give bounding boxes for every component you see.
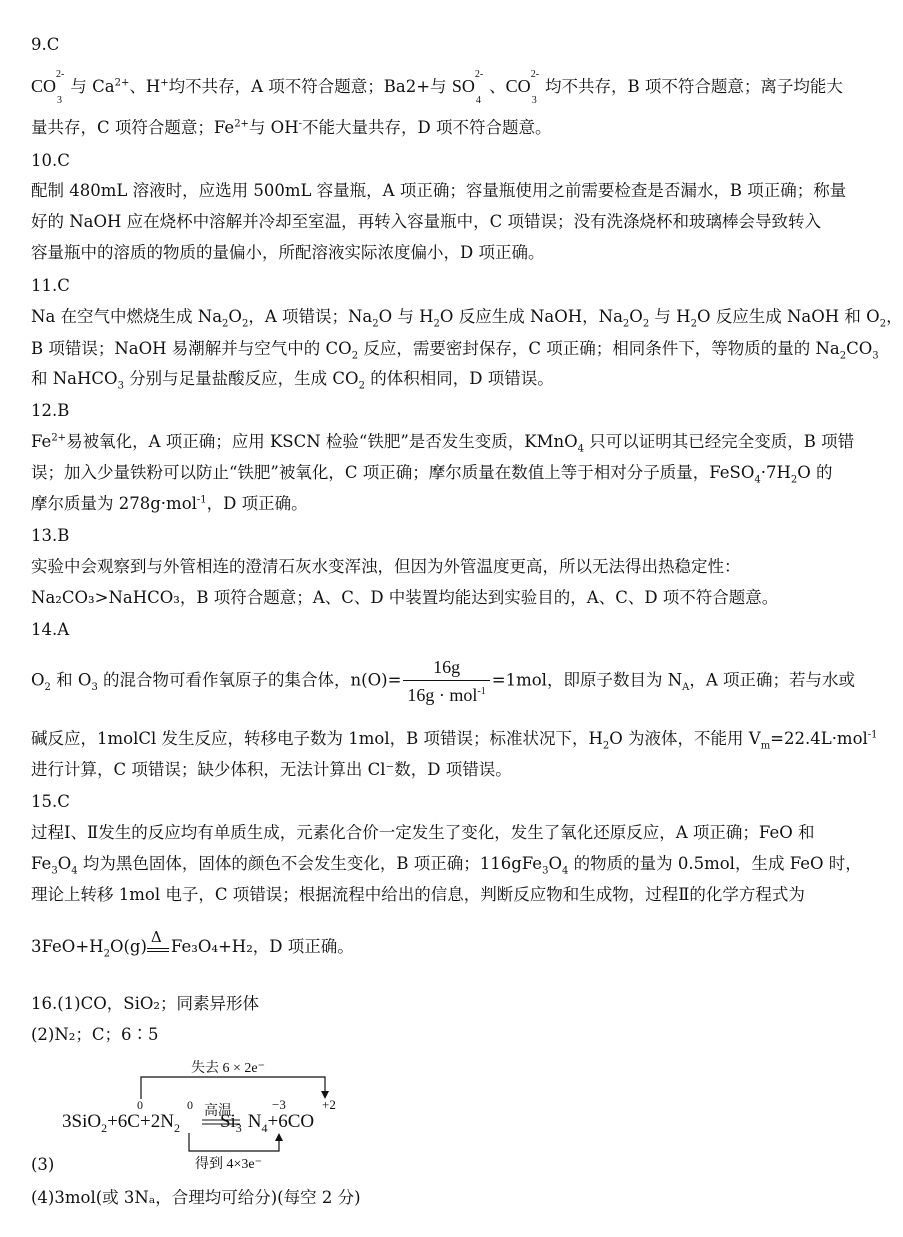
- q10-line3: 容量瓶中的溶质的物质的量偏小，所配溶液实际浓度偏小，D 项正确。: [31, 243, 545, 262]
- q12-label: 12.B: [31, 401, 70, 420]
- q11-line1: Na 在空气中燃烧生成 $Na_2O_2$，A 项错误；$Na_2O$ 与 $H_2O$ 反应生成 NaOH，$Na_2O_2$ 与 $H_2O$ 反应生成 NaOH 和 $O_2$，: [31, 307, 903, 330]
- q15-line3: 理论上转移 1mol 电子，C 项错误；根据流程中给出的信息，判断反应物和生成物，过程Ⅱ的化学方程式为: [31, 885, 805, 904]
- q13-label: 13.B: [31, 526, 70, 545]
- q16-part1: 16.(1)CO，SiO₂；同素异形体: [31, 994, 259, 1013]
- q13-line1: 实验中会观察到与外管相连的澄清石灰水变浑浊，但因为外管温度更高，所以无法得出热稳定性：: [31, 557, 741, 576]
- q11-line3: 和 NaHCO$_3$ 分别与足量盐酸反应，生成 $CO_2$ 的体积相同，D 项错误。: [31, 369, 554, 392]
- lose-label: 失去 6 × 2e⁻: [191, 1061, 265, 1076]
- equals-arrow: Δ: [147, 944, 169, 952]
- gain-label: 得到 4×3e⁻: [195, 1157, 262, 1172]
- q9-line2: 量共存，C 项符合题意；$Fe^{2+}$与 OH-不能大量共存，D 项不符合题意。: [31, 118, 552, 137]
- condition-label: 高温: [204, 1104, 232, 1119]
- q12-line3: 摩尔质量为 278g·mol$^{-1}$，D 项正确。: [31, 494, 308, 513]
- q16-part3: (3): [31, 1155, 55, 1174]
- q14-line3: 进行计算，C 项错误；缺少体积，无法计算出 Cl⁻数，D 项错误。: [31, 760, 512, 779]
- q15-line2: $Fe_3O_4$ 均为黑色固体，固体的颜色不会发生变化，B 项正确；$116gFe_3O_4$ 的物质的量为 0.5mol，生成 FeO 时，: [31, 854, 862, 877]
- q12-line2: 误；加入少量铁粉可以防止“铁肥”被氧化，C 项正确；摩尔质量在数值上等于相对分子质量，$FeSO_4\cdot 7H_2O$ 的: [31, 463, 833, 486]
- q15-line1: 过程Ⅰ、Ⅱ发生的反应均有单质生成，元素化合价一定发生了变化，发生了氧化还原反应，A 项正确；FeO 和: [31, 823, 815, 842]
- electron-transfer-diagram: [40, 1047, 380, 1177]
- q10-line1: 配制 480mL 溶液时，应选用 500mL 容量瓶，A 项正确；容量瓶使用之前需要检查是否漏水，B 项正确；称量: [31, 181, 847, 200]
- valence-c-plus2: +2: [322, 1097, 336, 1112]
- q14-line1: $O_2$ 和 $O_3$ 的混合物可看作氧原子的集合体，n(O)= $\frac{16g}{16g \cdot mol^{-1}}$ =1mol，即原子数目为 $N_A$，A 项正确；若与水或: [31, 657, 856, 705]
- q11-label: 11.C: [31, 276, 70, 295]
- q13-line2: Na₂CO₃>NaHCO₃，B 项符合题意；A、C、D 中装置均能达到实验目的，A、C、D 项不符合题意。: [31, 588, 779, 607]
- valence-c: 0: [137, 1098, 143, 1112]
- q9-label: 9.C: [31, 35, 60, 54]
- q14-line2: 碱反应，1molCl 发生反应，转移电子数为 1mol，B 项错误；标准状况下，$H_2O$ 为液体，不能用 $V_m=22.4L\cdot mol^{-1}$: [31, 729, 878, 752]
- mole-fraction: $\frac{16g}{16g \cdot mol^{-1}}$: [403, 658, 489, 704]
- q16-part4: (4)3mol(或 3Nₐ，合理均可给分)(每空 2 分): [31, 1188, 361, 1207]
- q11-line2: B 项错误；NaOH 易潮解并与空气中的 $CO_2$ 反应，需要密封保存，C 项正确；相同条件下，等物质的量的 $Na_2CO_3$: [31, 339, 879, 362]
- q10-label: 10.C: [31, 151, 70, 170]
- q16-part2: (2)N₂；C；6∶5: [31, 1025, 159, 1044]
- lose-bracket: [141, 1077, 325, 1099]
- q9-line1: $CO_3^{2-}$与 $Ca^{2+}$、H+均不共存，A 项不符合题意；Ba2+与 $SO_4^{2-}$、$CO_3^{2-}$均不共存，B 项不符合题意；离子均能大: [31, 69, 843, 106]
- valence-n2: 0: [187, 1098, 193, 1112]
- q15-label: 15.C: [31, 792, 70, 811]
- q10-line2: 好的 NaOH 应在烧杯中溶解并冷却至室温，再转入容量瓶中，C 项错误；没有洗涤烧杯和玻璃棒会导致转入: [31, 212, 822, 231]
- valence-n-minus3: −3: [272, 1097, 286, 1112]
- gain-arrowhead: [275, 1133, 283, 1141]
- q15-equation: $3FeO+H_2O(g)$ Δ Fe₃O₄+H₂，D 项正确。: [31, 928, 354, 960]
- equation-text: $3SiO_2+6C+2N_2$ $Si_3$ $N_4+6CO$: [62, 1111, 315, 1135]
- q12-line1: $Fe^{2+}$易被氧化，A 项正确；应用 KSCN 检验“铁肥”是否发生变质，KMnO$_4$ 只可以证明其已经完全变质，B 项错: [31, 432, 855, 455]
- q14-label: 14.A: [31, 620, 70, 639]
- gain-bracket: [189, 1133, 279, 1151]
